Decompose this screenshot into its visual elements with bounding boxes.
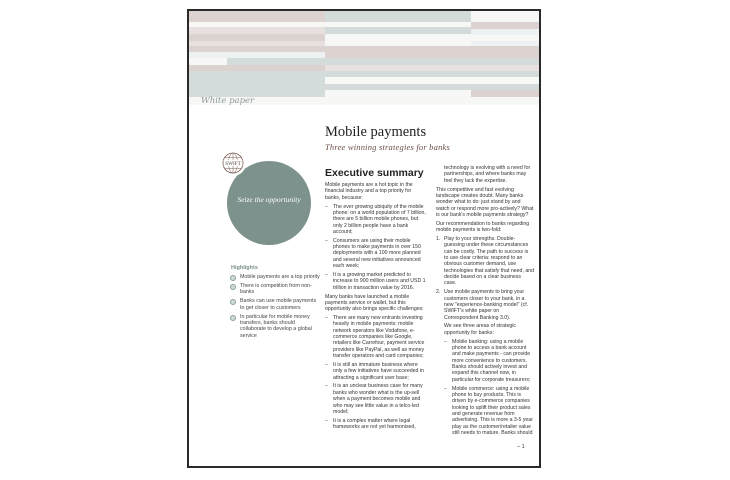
highlights-list <box>229 274 321 342</box>
header-stripe <box>325 90 471 97</box>
paragraph: Many banks have launched a mobile payments service or wallet, but this opportunity also brings specific challenges: <box>325 293 424 313</box>
header-stripe <box>325 11 471 22</box>
header-stripe <box>325 58 539 65</box>
list-item: – It is a growing market predicted to increase to 900 million users and USD 1 trillion in transaction value by 2016. <box>325 272 427 291</box>
list-item: – Mobile banking: using a mobile phone to access a bank account and make payments - can provide more convenience to customers. Banks should actively invest and expand this channel now, in particular for corporate treasurers; <box>444 339 534 383</box>
list-item: – Consumers are using their mobile phones to make payments in over 150 deployments with a 100 more planned and several new initiatives announced each week; <box>325 238 427 270</box>
page-number: – 1 <box>517 444 525 450</box>
paragraph: technology is evolving with a need for partnerships, and where banks may feel they lack the expertise. <box>444 165 531 184</box>
header-stripe <box>325 77 539 84</box>
paragraph: We see three areas of strategic opportunity for banks: <box>444 323 516 336</box>
highlight-item: Mobile payments are a top priority <box>229 274 321 280</box>
header-stripe <box>471 90 539 97</box>
column-2 <box>436 165 534 439</box>
bullet-icon <box>230 315 236 321</box>
header-stripe <box>189 58 227 65</box>
list-item: – It is an unclear business case for many banks who wonder what is the up-sell when a payment becomes mobile and who may see little value in a telco-led model; <box>325 383 427 415</box>
circle-caption: Seize the opportunity <box>237 195 301 204</box>
areas-block <box>436 323 534 436</box>
header-stripe <box>189 27 325 34</box>
swift-logo-icon <box>222 152 244 174</box>
highlights-title: Highlights <box>231 265 258 271</box>
highlight-item: In particular for mobile money transfers, banks should collaborate to develop a global service <box>229 314 321 340</box>
highlight-item: There is competition from non-banks <box>229 283 321 296</box>
logo-text: SWIFT <box>225 161 241 168</box>
header-stripe <box>189 34 325 41</box>
bullet-icon <box>230 299 236 305</box>
bullet-icon <box>230 275 236 281</box>
numbered-item: 2. Use mobile payments to bring your customers closer to your bank, in a new "experience-banking model" (cf. SWIFT's white paper on Correspondent Banking 3.0). <box>436 289 529 321</box>
column-1 <box>325 167 427 433</box>
list-item: – It is still an immature business where only a few initiatives have succeeded in attracting a significant user base; <box>325 362 427 381</box>
header-stripe <box>471 11 539 22</box>
paragraph: Mobile payments are a hot topic in the financial industry and a top priority for banks, because: <box>325 182 413 201</box>
header-stripe <box>471 22 539 29</box>
header-stripes <box>189 11 539 107</box>
header-stripe <box>325 97 539 105</box>
header-stripe <box>189 77 325 84</box>
document-type-label: White paper <box>201 96 255 106</box>
list-item: – The ever growing ubiquity of the mobile phone: on a world population of 7 billion, there are 5 billion mobile phones, but only 2 billion people have a bank account; <box>325 204 427 236</box>
document-subtitle: Three winning strategies for banks <box>325 142 451 152</box>
list-item: – Mobile commerce: using a mobile phone to buy products. This is driven by e-commerce companies looking to uplift their product sales and generate revenue from advertising. This is more a 3-5 year play as the customer/retailer value still needs to mature. Banks should <box>444 386 534 437</box>
header-stripe <box>325 27 471 34</box>
document-page <box>187 9 541 468</box>
header-stripe <box>227 58 325 65</box>
bullet-icon <box>230 284 236 290</box>
list-item: – It is a complex matter where legal frameworks are not yet harmonised, <box>325 418 427 431</box>
list-item: – There are many new entrants investing heavily in mobile payments: mobile network operators like Vodafone, e-commerce companies like Google, retailers like Carrefour, payment service providers like PayPal, as well as money transfer operators and card companies; <box>325 315 427 359</box>
numbered-item: 1. Play to your strengths. Double-guessing under these circumstances can be costly. The path to success is to use clear criteria: respond to an obvious customer demand, use technologies that satisfy that need, and decide based on a clear business case. <box>436 235 534 287</box>
header-stripe <box>189 11 325 22</box>
paragraph: This competitive and fast evolving landscape creates doubt. Many banks wonder what to do: just stand by and watch or respond more pro-actively? What is our bank's mobile payments strategy? <box>436 186 534 218</box>
header-stripe <box>325 34 471 46</box>
highlight-item: Banks can use mobile payments to get closer to customers <box>229 298 321 311</box>
paragraph: Our recommendation to banks regarding mobile payments is two-fold: <box>436 220 530 234</box>
document-title: Mobile payments <box>325 124 427 140</box>
section-heading: Executive summary <box>325 167 424 179</box>
